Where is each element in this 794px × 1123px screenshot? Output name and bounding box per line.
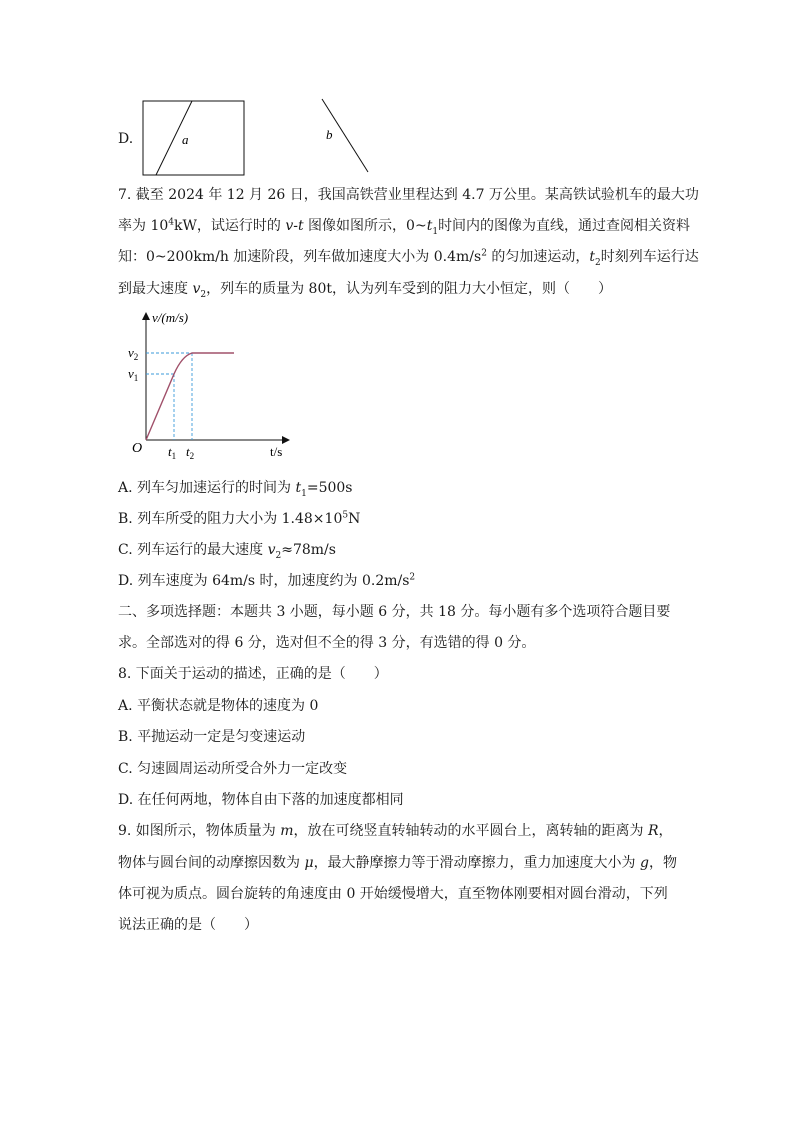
q7-text: 率为 10 xyxy=(118,218,169,234)
v2-subscript: 2 xyxy=(133,352,139,362)
q7-t-symbol: t xyxy=(589,249,596,265)
v1-subscript: 1 xyxy=(133,373,139,383)
v2-label xyxy=(128,345,138,362)
y-axis-label-text: v/(m/s) xyxy=(152,310,189,325)
q7-text: 图像如图所示，0~ xyxy=(303,218,427,234)
q7-option-c xyxy=(118,541,336,559)
option-text: =500s xyxy=(306,480,353,496)
option-v-symbol: v xyxy=(267,542,276,558)
q9-text: ，最大静摩擦力等于滑动摩擦力，重力加速度大小为 xyxy=(313,855,641,871)
q8-option-b: B. 平抛运动一定是匀变速运动 xyxy=(118,729,306,745)
option-text: A. 列车匀加速运行的时间为 xyxy=(118,480,296,496)
figure-a-label: a xyxy=(182,132,189,147)
section2-heading-line-2: 求。全部选对的得 6 分，选对但不全的得 3 分，有选错的得 0 分。 xyxy=(118,635,536,651)
section2-heading-line-1: 二、多项选择题：本题共 3 小题，每小题 6 分，共 18 分。每小题有多个选项符合题目要 xyxy=(118,604,671,620)
option-exponent: 2 xyxy=(409,572,416,583)
option-text: C. 列车运行的最大速度 xyxy=(118,542,268,558)
q7-power-exponent: 4 xyxy=(168,217,174,228)
option-t-subscript: 1 xyxy=(301,488,307,499)
v2-symbol: v xyxy=(128,345,134,360)
vt-curve xyxy=(146,353,234,440)
q7-text: 到最大速度 xyxy=(118,281,193,297)
t1-subscript: 1 xyxy=(171,451,177,461)
q7-text: ，列车的质量为 80t，认为列车受到的阻力大小恒定，则（ ） xyxy=(206,281,612,297)
q9-text: 9. 如图所示，物体质量为 xyxy=(118,823,281,839)
option-text: N xyxy=(348,511,361,527)
q7-option-a xyxy=(118,479,352,497)
q7-stem-line-4 xyxy=(118,280,612,298)
q7-text: 知：0~200km/h 加速阶段，列车做加速度大小为 0.4m/s xyxy=(118,249,482,265)
q7-v-subscript: 2 xyxy=(200,289,207,300)
q8-option-d: D. 在任何两地，物体自由下落的加速度都相同 xyxy=(118,792,404,808)
q9-mu-symbol: μ xyxy=(304,855,314,871)
v1-label xyxy=(128,366,138,383)
q9-stem-line-3: 体可视为质点。圆台旋转的角速度由 0 开始缓慢增大，直至物体刚要相对圆台滑动，下列 xyxy=(118,886,668,902)
q6-option-d-label: D. xyxy=(118,131,134,147)
q9-text: ，物 xyxy=(648,855,677,871)
q7-text: 时间内的图像为直线，通过查阅相关资料 xyxy=(438,218,691,234)
q7-text: 的匀加速运动， xyxy=(486,249,590,265)
q9-m-symbol: m xyxy=(280,823,294,839)
q7-text: kW，试运行时的 xyxy=(174,218,286,234)
q9-g-symbol: g xyxy=(640,855,649,871)
q7-option-b xyxy=(118,510,360,528)
t2-subscript: 2 xyxy=(189,451,195,461)
option-text: D. 列车速度为 64m/s 时，加速度约为 0.2m/s xyxy=(118,573,410,589)
figure-b-label: b xyxy=(326,127,333,142)
q8-stem: 8. 下面关于运动的描述，正确的是（ ） xyxy=(118,666,388,682)
q7-t-subscript: 1 xyxy=(432,226,439,237)
q9-r-symbol: R xyxy=(648,823,659,839)
q7-text: 时刻列车运行达 xyxy=(600,249,699,265)
q7-stem-line-1: 7. 截至 2024 年 12 月 26 日，我国高铁营业里程达到 4.7 万公里。某高铁试验机车的最大功 xyxy=(118,187,699,203)
t2-label xyxy=(186,444,194,461)
v1-symbol: v xyxy=(128,366,134,381)
q8-option-a: A. 平衡状态就是物体的速度为 0 xyxy=(118,698,319,714)
q7-stem-line-3 xyxy=(118,248,699,266)
option-text: B. 列车所受的阻力大小为 1.48×10 xyxy=(118,511,343,527)
q9-stem-line-2 xyxy=(118,854,677,872)
figure-a-frame xyxy=(143,101,244,175)
q9-text: ， xyxy=(658,823,673,839)
option-text: ≈78m/s xyxy=(281,542,336,558)
t1-symbol: t xyxy=(168,444,172,459)
q6-figure-a xyxy=(142,100,246,178)
q7-stem-line-2 xyxy=(118,217,690,235)
q7-option-d xyxy=(118,572,415,590)
option-exponent: 5 xyxy=(342,510,349,521)
t2-symbol: t xyxy=(186,444,190,459)
q9-text: ，放在可绕竖直转轴转动的水平圆台上，离转轴的距离为 xyxy=(293,823,648,839)
q7-v-symbol: v xyxy=(192,281,201,297)
origin-label: O xyxy=(132,441,143,456)
q9-stem-line-1 xyxy=(118,822,673,840)
q8-option-c: C. 匀速圆周运动所受合外力一定改变 xyxy=(118,761,348,777)
q9-text: 物体与圆台间的动摩擦因数为 xyxy=(118,855,305,871)
t1-label xyxy=(168,444,176,461)
q7-vt-symbol: v-t xyxy=(285,218,304,234)
q7-t-symbol: t xyxy=(426,218,433,234)
q7-t-subscript: 2 xyxy=(595,257,601,268)
option-t-symbol: t xyxy=(295,480,302,496)
x-axis-label: t/s xyxy=(270,444,283,459)
q9-stem-line-4: 说法正确的是（ ） xyxy=(118,917,258,933)
q7-vt-graph xyxy=(120,308,300,461)
option-v-subscript: 2 xyxy=(275,550,282,561)
q6-figure-b xyxy=(318,97,372,175)
q7-accel-exponent: 2 xyxy=(481,248,487,259)
y-axis-label xyxy=(152,310,188,325)
